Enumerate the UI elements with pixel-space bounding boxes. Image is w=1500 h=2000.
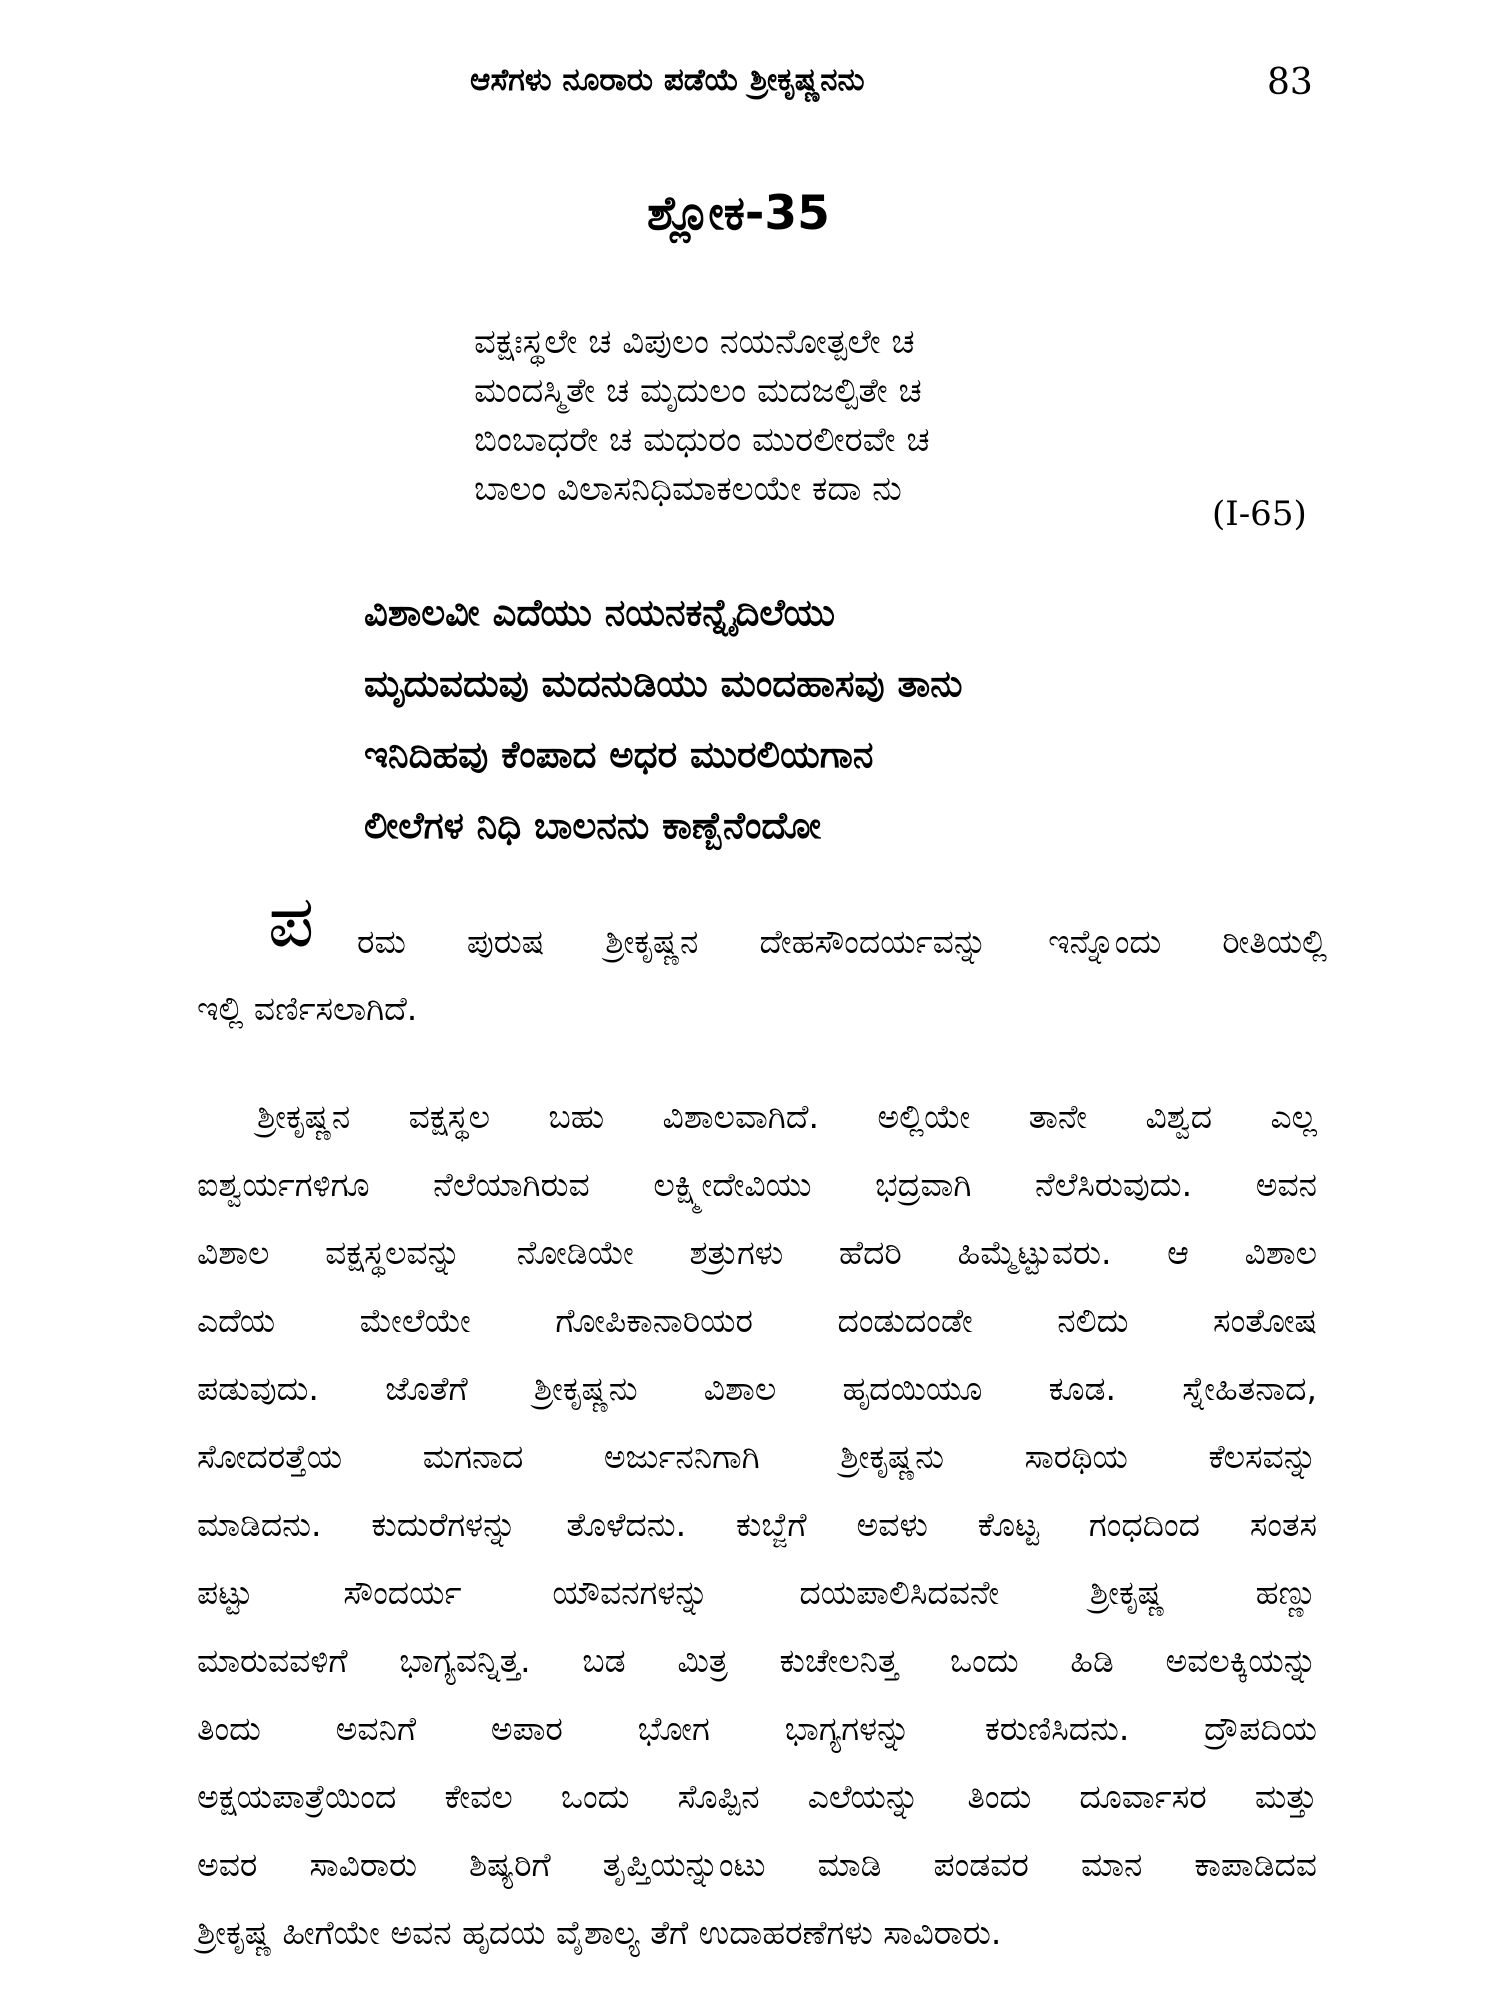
page-number: 83	[1267, 62, 1313, 103]
translation-line: ಮೃದುವದುವು ಮದನುಡಿಯು ಮಂದಹಾಸವು ತಾನು	[364, 662, 963, 705]
paragraph-1-line-1: ರಮ ಪುರುಷ ಶ್ರೀಕೃಷ್ಣನ ದೇಹಸೌಂದರ್ಯವನ್ನು ಇನ್ನೊಂದು ರೀತಿಯಲ್ಲಿ	[357, 922, 1327, 961]
paragraph-2-line: ಮಾಡಿದನು. ಕುದುರೆಗಳನ್ನು ತೊಳೆದನು. ಕುಬ್ಜೆಗೆ ಅವಳು ಕೊಟ್ಟ ಗಂಧದಿಂದ ಸಂತಸ	[197, 1505, 1317, 1544]
running-title: ಆಸೆಗಳು ನೂರಾರು ಪಡೆಯೆ ಶ್ರೀಕೃಷ್ಣನನು	[470, 62, 865, 98]
paragraph-2-line: ಪಟ್ಟು ಸೌಂದರ್ಯ ಯೌವನಗಳನ್ನು ದಯಪಾಲಿಸಿದವನೇ ಶ್ರೀಕೃಷ್ಣ ಹಣ್ಣು	[197, 1573, 1317, 1612]
sloka-reference: (I-65)	[1212, 494, 1307, 534]
paragraph-2-line: ಸೋದರತ್ತೆಯ ಮಗನಾದ ಅರ್ಜುನನಿಗಾಗಿ ಶ್ರೀಕೃಷ್ಣನು ಸಾರಥಿಯ ಕೆಲಸವನ್ನು	[197, 1437, 1317, 1476]
paragraph-2-line: ತಿಂದು ಅವನಿಗೆ ಅಪಾರ ಭೋಗ ಭಾಗ್ಯಗಳನ್ನು ಕರುಣಿಸಿದನು. ದ್ರೌಪದಿಯ	[197, 1709, 1317, 1748]
translation-line: ಇನಿದಿಹವು ಕೆಂಪಾದ ಅಧರ ಮುರಲಿಯಗಾನ	[364, 733, 874, 776]
drop-cap: ಪ	[268, 879, 315, 963]
sloka-block	[474, 318, 930, 514]
sloka-line: ಮಂದಸ್ಮಿತೇ ಚ ಮೃದುಲಂ ಮದಜಲ್ಪಿತೇ ಚ	[474, 371, 922, 411]
paragraph-2-line: ಶ್ರೀಕೃಷ್ಣನ ವಕ್ಷಸ್ಥಲ ಬಹು ವಿಶಾಲವಾಗಿದೆ. ಅಲ್ಲಿಯೇ ತಾನೇ ವಿಶ್ವದ ಎಲ್ಲ	[257, 1097, 1317, 1136]
translation-block	[364, 577, 963, 861]
sloka-line: ಬಿಂಬಾಧರೇ ಚ ಮಧುರಂ ಮುರಲೀರವೇ ಚ	[474, 420, 930, 460]
sloka-line: ಬಾಲಂ ವಿಲಾಸನಿಧಿಮಾಕಲಯೇ ಕದಾ ನು	[474, 469, 902, 509]
paragraph-2-line: ವಿಶಾಲ ವಕ್ಷಸ್ಥಲವನ್ನು ನೋಡಿಯೇ ಶತ್ರುಗಳು ಹೆದರಿ ಹಿಮ್ಮೆಟ್ಟುವರು. ಆ ವಿಶಾಲ	[197, 1233, 1317, 1272]
paragraph-2-line: ಶ್ರೀಕೃಷ್ಣ ಹೀಗೆಯೇ ಅವನ ಹೃದಯ ವೈಶಾಲ್ಯ ತೆಗೆ ಉದಾಹರಣೆಗಳು ಸಾವಿರಾರು.	[197, 1913, 1002, 1952]
paragraph-2-line: ಅಕ್ಷಯಪಾತ್ರೆಯಿಂದ ಕೇವಲ ಒಂದು ಸೊಪ್ಪಿನ ಎಲೆಯನ್ನು ತಿಂದು ದೂರ್ವಾಸರ ಮತ್ತು	[197, 1777, 1317, 1816]
paragraph-2-line: ಅವರ ಸಾವಿರಾರು ಶಿಷ್ಯರಿಗೆ ತೃಪ್ತಿಯನ್ನುಂಟು ಮಾಡಿ ಪಂಡವರ ಮಾನ ಕಾಪಾಡಿದವ	[197, 1845, 1317, 1884]
paragraph-2-line: ಮಾರುವವಳಿಗೆ ಭಾಗ್ಯವನ್ನಿತ್ತ. ಬಡ ಮಿತ್ರ ಕುಚೇಲನಿತ್ತ ಒಂದು ಹಿಡಿ ಅವಲಕ್ಕಿಯನ್ನು	[197, 1641, 1317, 1680]
paragraph-2-line: ಎದೆಯ ಮೇಲೆಯೇ ಗೋಪಿಕಾನಾರಿಯರ ದಂಡುದಂಡೇ ನಲಿದು ಸಂತೋಷ	[197, 1301, 1317, 1340]
translation-line: ವಿಶಾಲವೀ ಎದೆಯು ನಯನಕನ್ನೈದಿಲೆಯು	[364, 591, 836, 634]
paragraph-2	[197, 1083, 1317, 1967]
sloka-line: ವಕ್ಷಃಸ್ಥಲೇ ಚ ವಿಪುಲಂ ನಯನೋತ್ಪಲೇ ಚ	[474, 322, 915, 362]
paragraph-1-line-2: ಇಲ್ಲಿ ವರ್ಣಿಸಲಾಗಿದೆ.	[197, 989, 418, 1028]
paragraph-2-line: ಪಡುವುದು. ಜೊತೆಗೆ ಶ್ರೀಕೃಷ್ಣನು ವಿಶಾಲ ಹೃದಯಿಯೂ ಕೂಡ. ಸ್ನೇಹಿತನಾದ,	[197, 1369, 1317, 1408]
section-title: ಶ್ಲೋಕ-35	[647, 186, 830, 241]
paragraph-2-line: ಐಶ್ವರ್ಯಗಳಿಗೂ ನೆಲೆಯಾಗಿರುವ ಲಕ್ಷ್ಮೀದೇವಿಯು ಭದ್ರವಾಗಿ ನೆಲೆಸಿರುವುದು. ಅವನ	[197, 1165, 1317, 1204]
translation-line: ಲೀಲೆಗಳ ನಿಧಿ ಬಾಲನನು ಕಾಣ್ಬೆನೆಂದೋ	[364, 804, 822, 847]
